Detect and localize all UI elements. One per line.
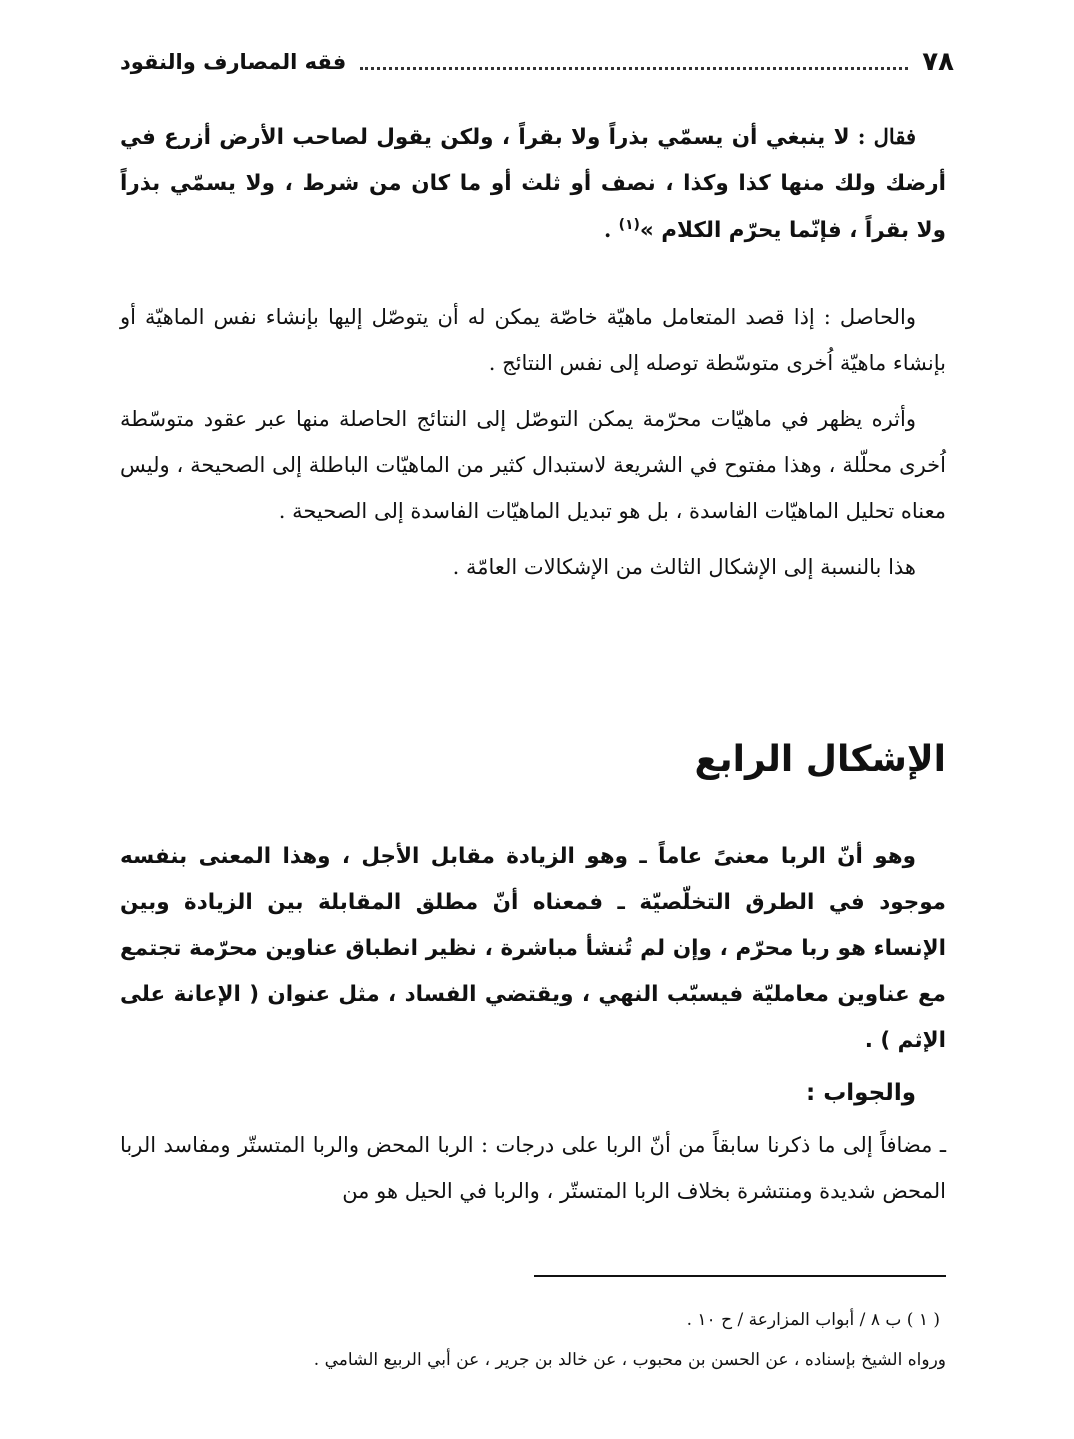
paragraph-summary: والحاصل : إذا قصد المتعامل ماهيّة خاصّة يمكن له أن يتوصّل إليها بإنشاء نفس الماهيّة أو بإنشاء ماهيّة اُخرى متوسّطة توصله إلى نفس النتائج . bbox=[120, 305, 946, 375]
main-text-block-middle bbox=[120, 294, 946, 590]
main-text-block-bottom bbox=[120, 834, 946, 1214]
problem-statement: وهو أنّ الربا معنىً عاماً ـ وهو الزيادة مقابل الأجل ، وهذا المعنى بنفسه موجود في الطرق التخلّصيّة ـ فمعناه أنّ مطلق المقابلة بين الزيادة وبين الإنساء هو ربا محرّم ، وإن لم تُنشأ مباشرة ، نظير انطباق عناوين محرّمة تجتمع مع عناوين معامليّة فيسبّب النهي ، ويقتضي الفساد ، مثل عنوان ( الإعانة على الإثم ) . bbox=[120, 844, 946, 1053]
quote-text: لا ينبغي أن يسمّي بذراً ولا بقراً ، ولكن يقول لصاحب الأرض أزرع في أرضك ولك منها كذا وكذا ، نصف أو ثلث أو ما كان من شرط ، ولا يسمّي بذراً ولا بقراً ، فإنّما يحرّم الكلام » bbox=[120, 125, 946, 243]
answer-text: ـ مضافاً إلى ما ذكرنا سابقاً من أنّ الربا على درجات : الربا المحض والربا المتستّر ومفاسد الربا المحض شديدة ومنتشرة بخلاف الربا المتستّر ، والربا في الحيل هو من bbox=[120, 1133, 946, 1203]
running-title: فقه المصارف والنقود bbox=[120, 50, 347, 74]
quote-end: . bbox=[603, 217, 619, 242]
running-header bbox=[120, 40, 954, 84]
main-text-block-top bbox=[120, 114, 946, 254]
footnote-item: ( ١ ) ب ٨ / أبواب المزارعة / ح ١٠ . bbox=[686, 1310, 940, 1330]
answer-label: والجواب : bbox=[805, 1080, 916, 1106]
paragraph-effect: وأثره يظهر في ماهيّات محرّمة يمكن التوصّل إلى النتائج الحاصلة منها عبر عقود متوسّطة اُخرى محلّلة ، وهذا مفتوح في الشريعة لاستبدال كثير من الماهيّات الباطلة إلى الصحيحة ، وليس معناه تحليل الماهيّات الفاسدة ، بل هو تبديل الماهيّات الفاسدة إلى الصحيحة . bbox=[120, 407, 946, 523]
footnotes bbox=[120, 1300, 946, 1380]
page-number: ٧٨ bbox=[922, 47, 954, 77]
section-heading: الإشكال الرابع bbox=[694, 739, 946, 780]
paragraph-conclusion: هذا بالنسبة إلى الإشكال الثالث من الإشكالات العامّة . bbox=[452, 555, 916, 579]
quote-prefix: فقال : bbox=[849, 124, 916, 149]
header-dot-leader bbox=[360, 67, 908, 70]
footnote-reference[interactable]: (١) bbox=[618, 216, 640, 233]
paragraph-quote bbox=[120, 114, 946, 254]
footnote-item: ورواه الشيخ بإسناده ، عن الحسن بن محبوب ، عن خالد بن جرير ، عن أبي الربيع الشامي . bbox=[313, 1350, 946, 1370]
footnote-divider bbox=[534, 1275, 946, 1277]
